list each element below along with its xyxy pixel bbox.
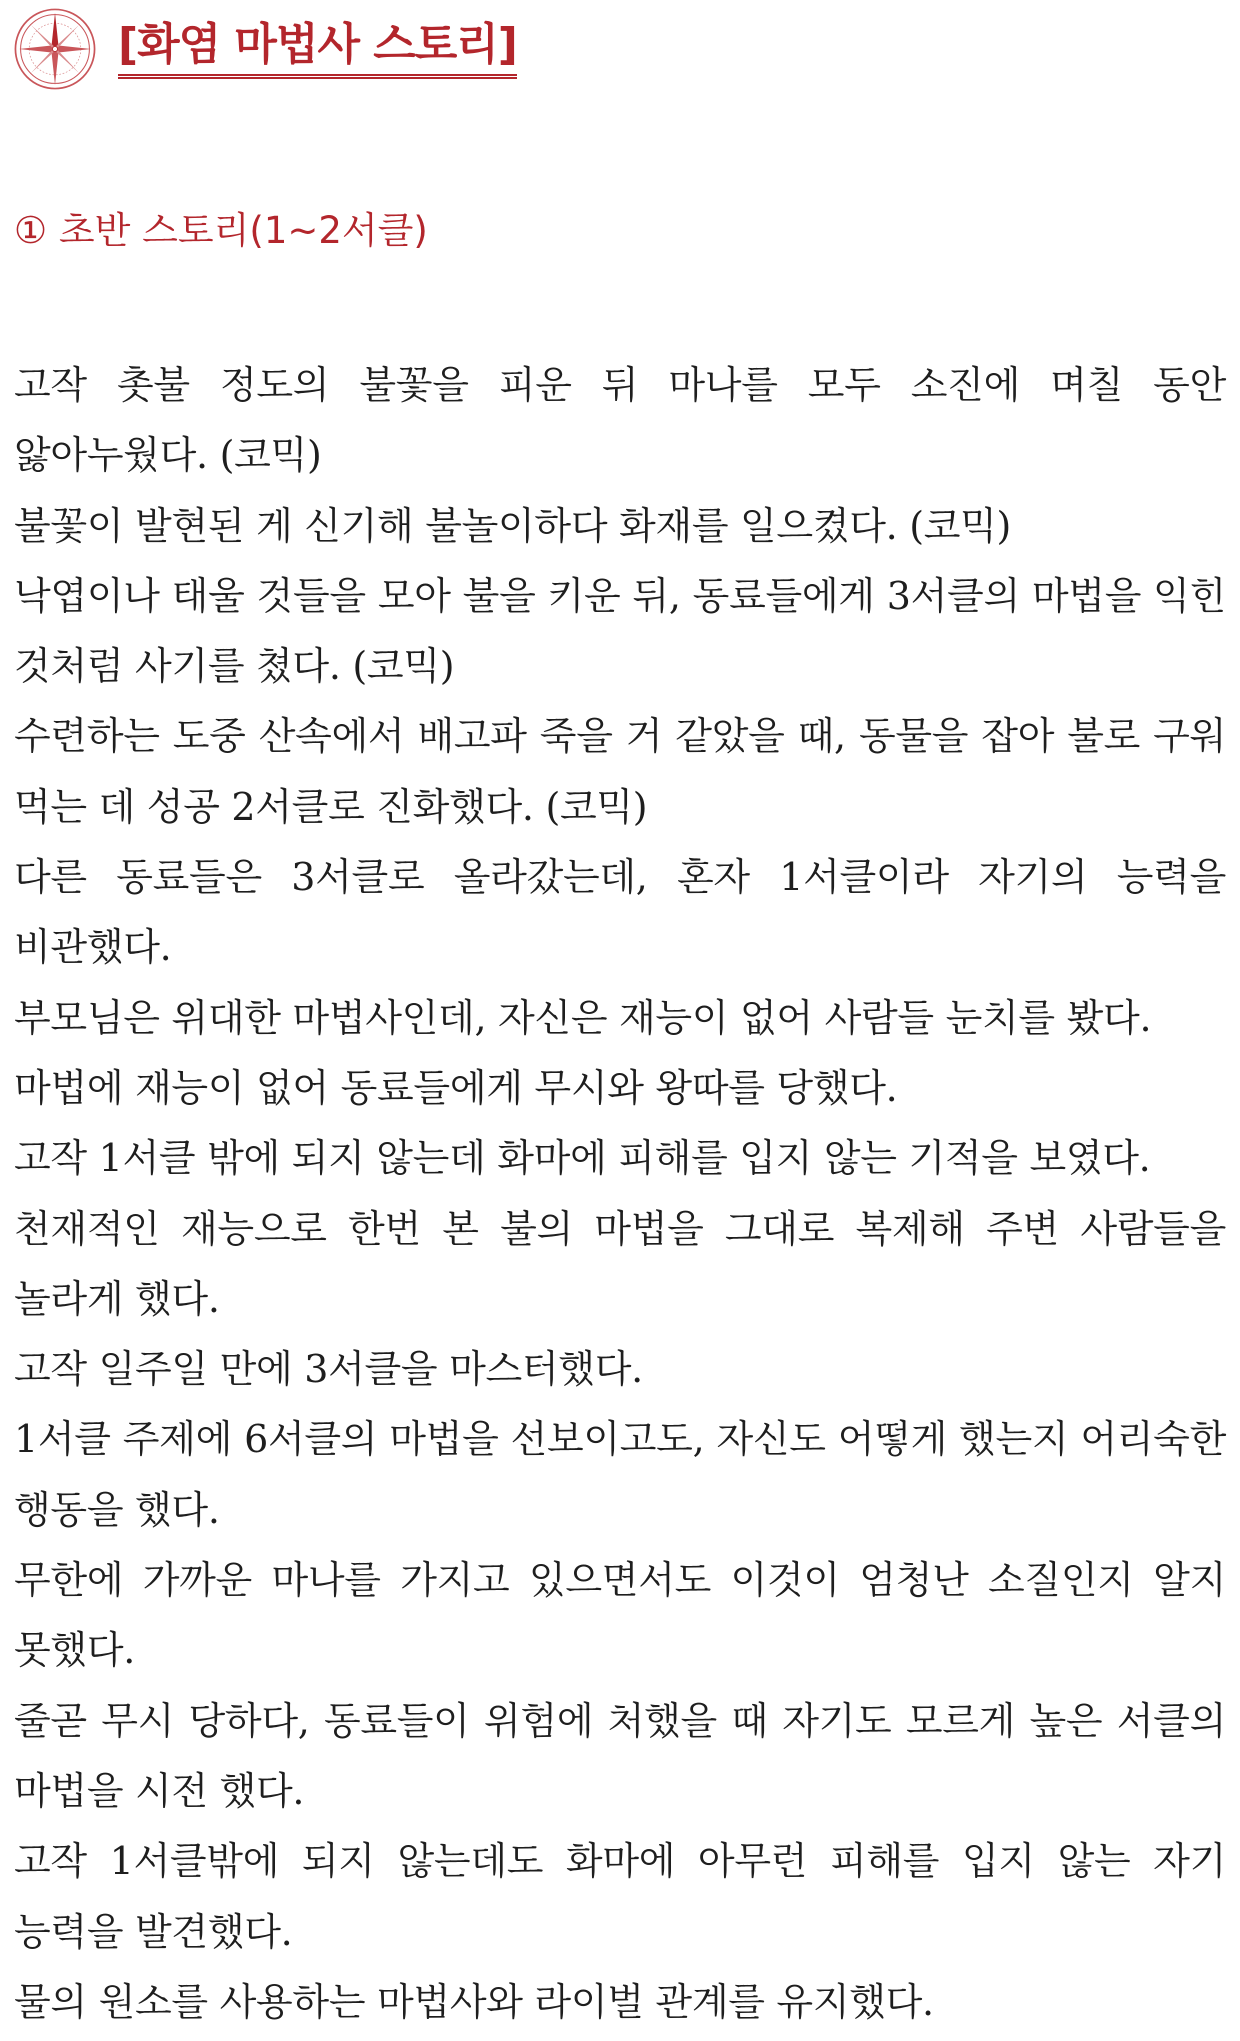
section-title: ① 초반 스토리(1~2서클) — [14, 209, 428, 252]
story-paragraph: 고작 촛불 정도의 불꽃을 피운 뒤 마나를 모두 소진에 며칠 동안 앓아누웠다. (코믹) — [14, 363, 1226, 478]
compass-rose-icon — [12, 6, 98, 92]
story-paragraph: 무한에 가까운 마나를 가지고 있으면서도 이것이 엄청난 소질인지 알지 못했다. — [14, 1558, 1226, 1673]
story-paragraph: 줄곧 무시 당하다, 동료들이 위험에 처했을 때 자기도 모르게 높은 서클의 마법을 시전 했다. — [14, 1698, 1226, 1813]
story-paragraph: 천재적인 재능으로 한번 본 불의 마법을 그대로 복제해 주변 사람들을 놀라게 했다. — [14, 1206, 1226, 1321]
story-paragraph: 불꽃이 발현된 게 신기해 불놀이하다 화재를 일으켰다. (코믹) — [14, 503, 1012, 548]
story-paragraph: 마법에 재능이 없어 동료들에게 무시와 왕따를 당했다. — [14, 1065, 898, 1110]
page-header — [12, 4, 517, 94]
story-paragraph: 물의 원소를 사용하는 마법사와 라이벌 관계를 유지했다. — [14, 1979, 934, 2024]
story-paragraph: 수련하는 도중 산속에서 배고파 죽을 거 같았을 때, 동물을 잡아 불로 구워 먹는 데 성공 2서클로 진화했다. (코믹) — [14, 714, 1226, 829]
story-paragraph: 낙엽이나 태울 것들을 모아 불을 키운 뒤, 동료들에게 3서클의 마법을 익힌 것처럼 사기를 쳤다. (코믹) — [14, 573, 1226, 689]
story-paragraph: 1서클 주제에 6서클의 마법을 선보이고도, 자신도 어떻게 했는지 어리숙한 행동을 했다. — [14, 1417, 1226, 1532]
story-paragraph: 부모님은 위대한 마법사인데, 자신은 재능이 없어 사람들 눈치를 봤다. — [14, 995, 1152, 1040]
page-title: [화염 마법사 스토리] — [118, 19, 517, 70]
story-paragraph: 고작 일주일 만에 3서클을 마스터했다. — [14, 1347, 643, 1392]
title-block — [118, 19, 517, 79]
story-paragraph: 고작 1서클 밖에 되지 않는데 화마에 피해를 입지 않는 기적을 보였다. — [14, 1136, 1151, 1181]
story-paragraph: 다른 동료들은 3서클로 올라갔는데, 혼자 1서클이라 자기의 능력을 비관했다. — [14, 855, 1226, 970]
story-body — [14, 350, 1226, 2037]
title-underline — [118, 74, 517, 76]
story-paragraph: 고작 1서클밖에 되지 않는데도 화마에 아무런 피해를 입지 않는 자기 능력을 발견했다. — [14, 1839, 1226, 1954]
title-underline — [118, 77, 517, 79]
